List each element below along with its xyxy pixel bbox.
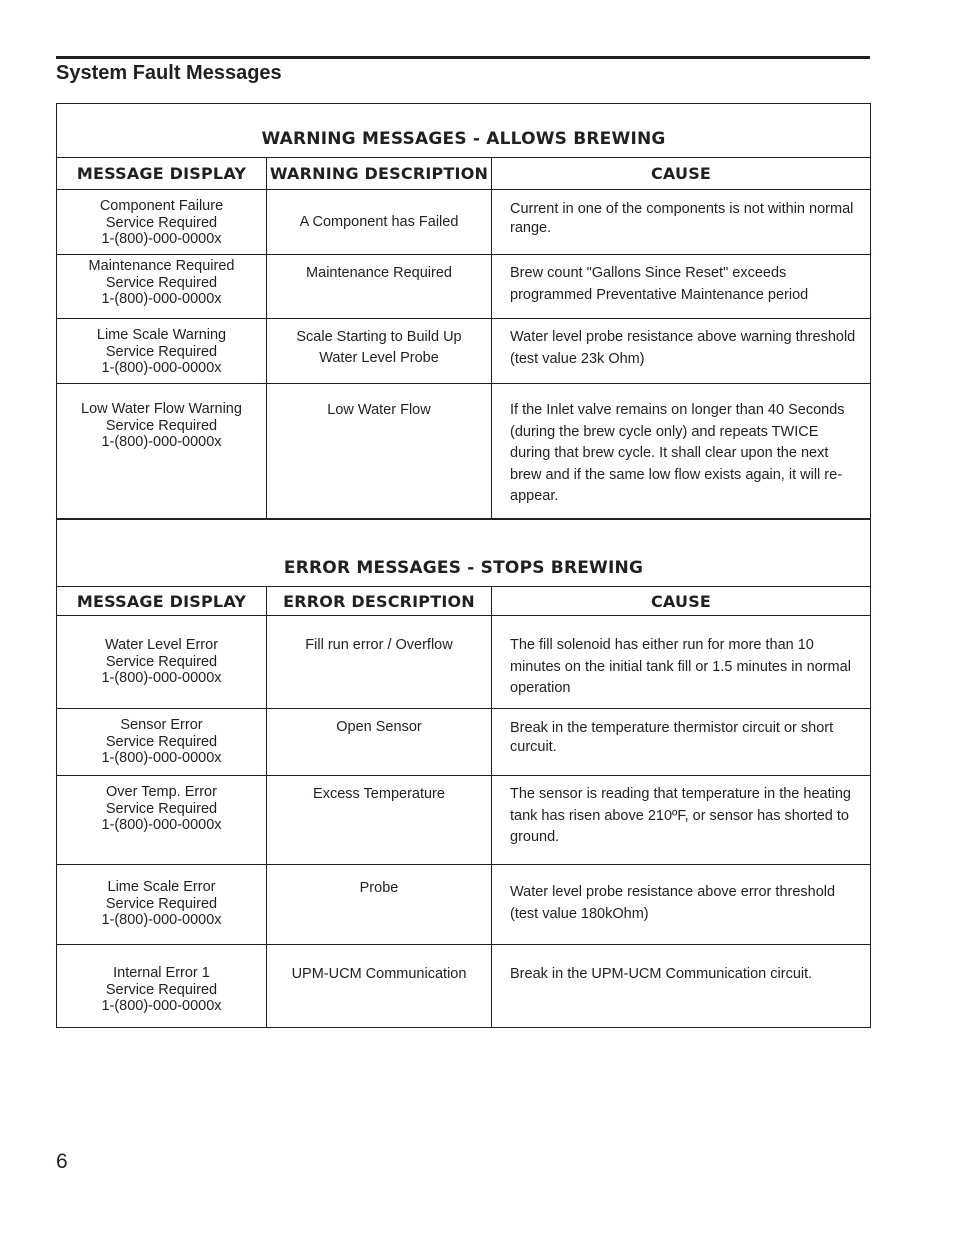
description-cell	[267, 616, 492, 709]
message-display-cell	[57, 384, 267, 519]
error-column-header-row	[57, 587, 871, 616]
message-service: Service Required	[105, 733, 218, 750]
table-row	[57, 865, 871, 945]
description-text: Open Sensor	[336, 719, 422, 735]
description-cell	[267, 709, 492, 776]
description-cell	[267, 945, 492, 1028]
message-phone: 1-(800)-000-0000x	[101, 670, 222, 686]
description-text: Probe	[359, 880, 399, 896]
message-display-cell	[57, 945, 267, 1028]
message-service: Service Required	[105, 800, 218, 817]
message-service: Service Required	[105, 417, 218, 434]
warning-column-header-row	[57, 158, 871, 190]
description-text: A Component has Failed	[299, 213, 459, 230]
column-header-cause: CAUSE	[492, 158, 871, 190]
message-title: Water Level Error	[104, 637, 219, 653]
message-phone: 1-(800)-000-0000x	[101, 291, 222, 307]
message-service: Service Required	[105, 981, 218, 998]
cause-cell: The fill solenoid has either run for more than 10 minutes on the initial tank fill or 1.5 minutes in normal operation	[492, 616, 871, 709]
message-title: Low Water Flow Warning	[81, 401, 242, 417]
cause-cell: Current in one of the components is not within normal range.	[492, 190, 871, 255]
table-row	[57, 776, 871, 865]
message-display-cell	[57, 255, 267, 319]
cause-cell: Water level probe resistance above warning threshold (test value 23k Ohm)	[492, 319, 871, 384]
cause-cell: Break in the temperature thermistor circuit or short curcuit.	[492, 709, 871, 776]
message-service: Service Required	[105, 274, 218, 291]
message-title: Component Failure	[99, 198, 224, 214]
table-row	[57, 255, 871, 319]
description-cell	[267, 319, 492, 384]
description-text: Scale Starting to Build Up	[296, 329, 462, 345]
column-header-error-description: ERROR DESCRIPTION	[267, 587, 492, 616]
message-phone: 1-(800)-000-0000x	[101, 434, 222, 450]
description-text: UPM-UCM Communication	[291, 966, 467, 982]
message-service: Service Required	[105, 895, 218, 912]
message-display-cell	[57, 709, 267, 776]
message-display-cell	[57, 865, 267, 945]
message-phone: 1-(800)-000-0000x	[101, 750, 222, 766]
table-row	[57, 384, 871, 519]
page-title: System Fault Messages	[56, 62, 282, 84]
description-text: Fill run error / Overflow	[305, 637, 453, 653]
page-number: 6	[56, 1150, 68, 1173]
message-display-cell	[57, 190, 267, 255]
message-phone: 1-(800)-000-0000x	[101, 998, 222, 1014]
cause-cell: If the Inlet valve remains on longer than 40 Seconds (during the brew cycle only) and repeats TWICE during that brew cycle. It shall clear upon the next brew and if the same low flow exists again, it will re-appear.	[492, 384, 871, 519]
message-display-cell	[57, 776, 267, 865]
message-title: Lime Scale Error	[107, 879, 216, 895]
table-row	[57, 190, 871, 255]
top-rule	[56, 56, 870, 59]
table-row	[57, 945, 871, 1028]
message-title: Lime Scale Warning	[96, 327, 227, 343]
error-section-header-row	[57, 519, 871, 587]
cause-cell: Water level probe resistance above error threshold (test value 180kOhm)	[492, 865, 871, 945]
message-service: Service Required	[105, 214, 218, 231]
message-phone: 1-(800)-000-0000x	[101, 912, 222, 928]
error-section-heading: ERROR MESSAGES - STOPS BREWING	[57, 519, 871, 587]
message-service: Service Required	[105, 343, 218, 360]
table-row	[57, 709, 871, 776]
column-header-message-display: MESSAGE DISPLAY	[57, 158, 267, 190]
message-title: Sensor Error	[120, 717, 203, 733]
column-header-cause: CAUSE	[492, 587, 871, 616]
message-service: Service Required	[105, 653, 218, 670]
message-display-cell	[57, 319, 267, 384]
description-cell	[267, 776, 492, 865]
description-cell	[267, 255, 492, 319]
warning-section-header-row	[57, 104, 871, 158]
description-text: Excess Temperature	[313, 786, 445, 802]
message-title: Maintenance Required	[88, 258, 235, 274]
description-text: Water Level Probe	[319, 350, 439, 366]
column-header-warning-description: WARNING DESCRIPTION	[267, 158, 492, 190]
message-phone: 1-(800)-000-0000x	[101, 231, 222, 247]
description-text: Low Water Flow	[327, 402, 431, 418]
description-cell	[267, 865, 492, 945]
warning-section-heading: WARNING MESSAGES - ALLOWS BREWING	[57, 104, 871, 158]
table-row	[57, 319, 871, 384]
fault-messages-table	[56, 103, 871, 1028]
message-phone: 1-(800)-000-0000x	[101, 817, 222, 833]
message-phone: 1-(800)-000-0000x	[101, 360, 222, 376]
description-cell	[267, 384, 492, 519]
description-text: Maintenance Required	[306, 265, 452, 281]
column-header-message-display: MESSAGE DISPLAY	[57, 587, 267, 616]
cause-cell: Brew count "Gallons Since Reset" exceeds programmed Preventative Maintenance period	[492, 255, 871, 319]
table-row	[57, 616, 871, 709]
description-cell	[267, 190, 492, 255]
message-title: Internal Error 1	[113, 965, 210, 981]
message-display-cell	[57, 616, 267, 709]
cause-cell: Break in the UPM-UCM Communication circuit.	[492, 945, 871, 1028]
cause-cell: The sensor is reading that temperature in the heating tank has risen above 210ºF, or sensor has shorted to ground.	[492, 776, 871, 865]
message-title: Over Temp. Error	[106, 784, 217, 800]
